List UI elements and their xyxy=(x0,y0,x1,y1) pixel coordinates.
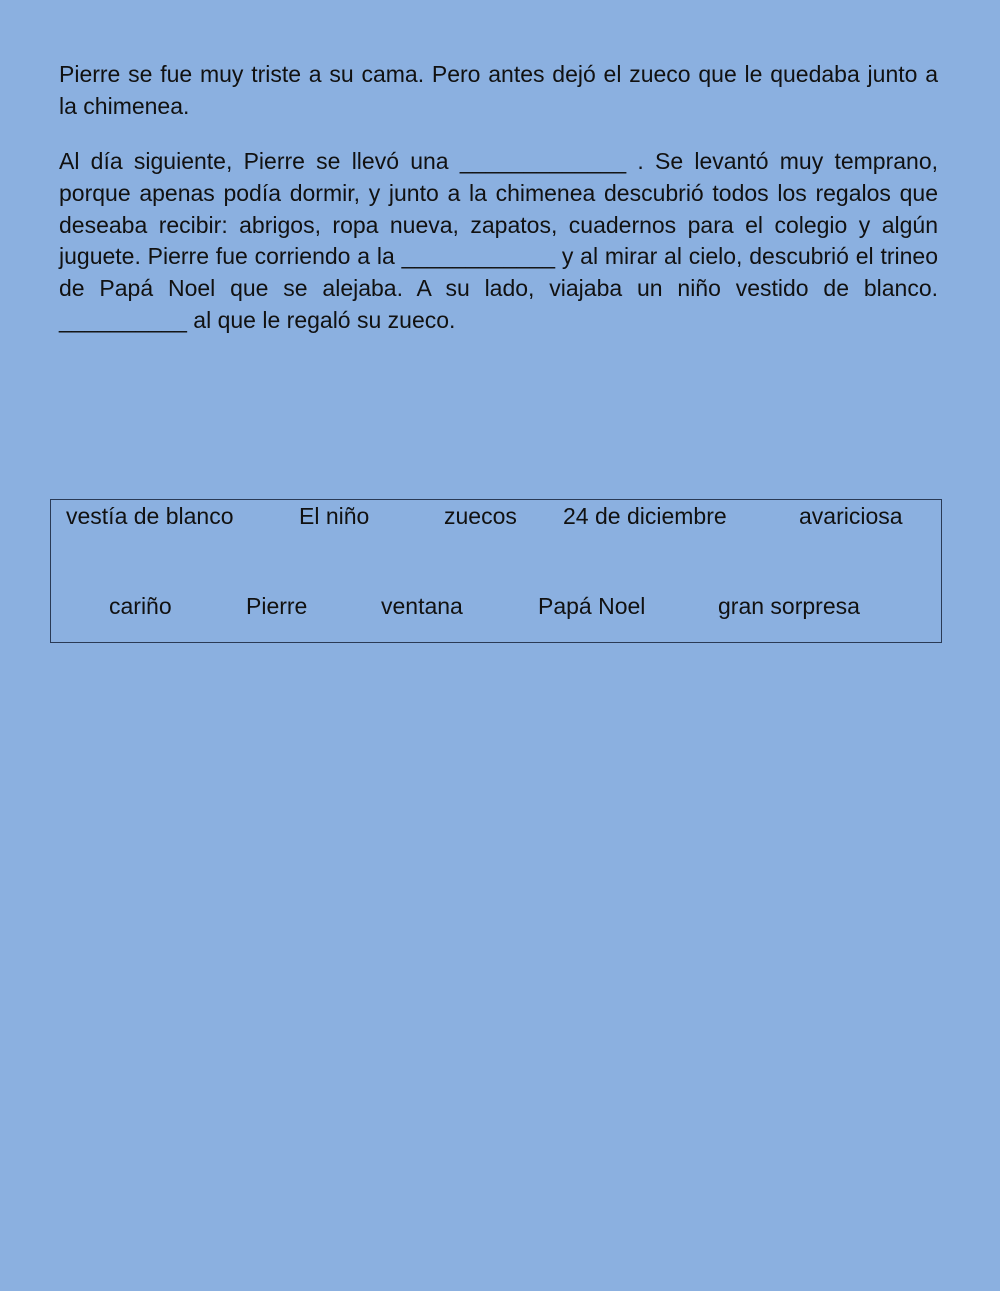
word-bank-item[interactable]: Pierre xyxy=(246,593,308,619)
word-bank-item[interactable]: avariciosa xyxy=(799,503,903,529)
text-segment: . Se levantó muy temprano, porque apenas podía dormir, y junto a la chimenea descubrió todos los regalos que deseaba recibir: abrigos, ropa nueva, zapatos, cuadernos para el colegio y algún juguete. Pierre fue corriendo a la xyxy=(59,148,938,270)
story-paragraph-2 xyxy=(59,146,938,337)
text-segment: Al día siguiente, Pierre se llevó una xyxy=(59,148,460,174)
word-bank-item[interactable]: Papá Noel xyxy=(538,593,646,619)
fill-blank-2[interactable]: ____________ xyxy=(401,243,556,270)
word-bank-item[interactable]: zuecos xyxy=(444,503,517,529)
fill-blank-1[interactable]: _____________ xyxy=(459,148,627,174)
word-bank-item[interactable]: gran sorpresa xyxy=(718,593,860,619)
word-bank-item[interactable]: cariño xyxy=(109,593,172,619)
word-bank-item[interactable]: ventana xyxy=(381,593,463,619)
word-bank-item[interactable]: 24 de diciembre xyxy=(563,503,727,529)
word-bank-item[interactable]: El niño xyxy=(299,503,370,529)
text-segment: y al mirar al cielo, descubrió el trineo de Papá Noel que se alejaba. A su lado, viajaba un niño vestido de blanco. xyxy=(59,243,938,302)
fill-blank-3[interactable]: __________ xyxy=(59,306,187,333)
text-segment: al que le regaló su zueco. xyxy=(186,306,456,333)
word-bank-item[interactable]: vestía de blanco xyxy=(66,503,234,529)
story-paragraph-1: Pierre se fue muy triste a su cama. Pero antes dejó el zueco que le quedaba junto a la chimenea. xyxy=(59,61,938,119)
